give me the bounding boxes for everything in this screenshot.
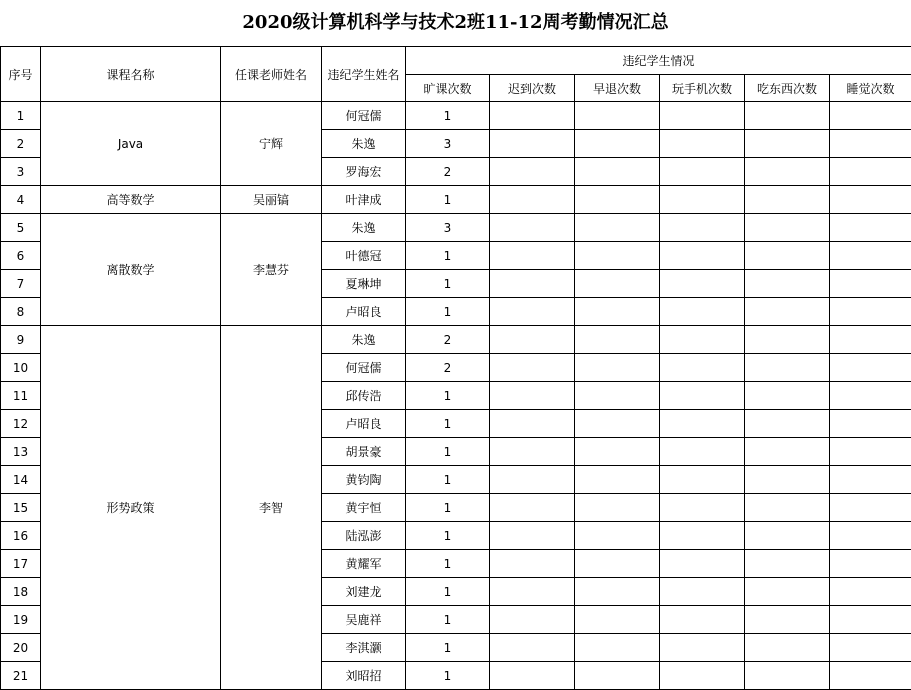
cell-absent[interactable]: 2 [406,354,490,382]
cell-early[interactable] [575,298,660,326]
cell-early[interactable] [575,354,660,382]
cell-sleep[interactable] [830,662,911,690]
cell-absent[interactable]: 1 [406,410,490,438]
cell-early[interactable] [575,382,660,410]
cell-late[interactable] [490,354,575,382]
cell-absent[interactable]: 1 [406,270,490,298]
cell-eat[interactable] [745,382,830,410]
cell-seq[interactable]: 13 [1,438,41,466]
header-late[interactable]: 迟到次数 [490,75,575,102]
cell-seq[interactable]: 8 [1,298,41,326]
cell-phone[interactable] [660,662,745,690]
cell-late[interactable] [490,606,575,634]
cell-late[interactable] [490,382,575,410]
attendance-table [0,46,911,690]
cell-phone[interactable] [660,354,745,382]
cell-student[interactable]: 何冠儒 [322,102,406,130]
cell-student[interactable]: 朱逸 [322,214,406,242]
cell-student[interactable]: 黄宇恒 [322,494,406,522]
table-row [1,102,911,130]
cell-eat[interactable] [745,270,830,298]
cell-sleep[interactable] [830,102,911,130]
cell-student[interactable]: 刘建龙 [322,578,406,606]
cell-sleep[interactable] [830,270,911,298]
cell-course[interactable]: 形势政策 [41,326,221,690]
cell-absent[interactable]: 1 [406,550,490,578]
cell-phone[interactable] [660,102,745,130]
cell-eat[interactable] [745,354,830,382]
cell-student[interactable]: 刘昭招 [322,662,406,690]
cell-early[interactable] [575,326,660,354]
cell-phone[interactable] [660,522,745,550]
cell-student[interactable]: 罗海宏 [322,158,406,186]
cell-student[interactable]: 卢昭良 [322,298,406,326]
header-early[interactable]: 早退次数 [575,75,660,102]
cell-absent[interactable]: 1 [406,662,490,690]
cell-eat[interactable] [745,410,830,438]
cell-seq[interactable]: 3 [1,158,41,186]
cell-sleep[interactable] [830,158,911,186]
cell-sleep[interactable] [830,578,911,606]
cell-early[interactable] [575,578,660,606]
cell-student[interactable]: 朱逸 [322,326,406,354]
cell-seq[interactable]: 20 [1,634,41,662]
cell-absent[interactable]: 1 [406,606,490,634]
cell-absent[interactable]: 3 [406,214,490,242]
cell-eat[interactable] [745,550,830,578]
cell-phone[interactable] [660,186,745,214]
cell-phone[interactable] [660,578,745,606]
cell-absent[interactable]: 1 [406,186,490,214]
cell-phone[interactable] [660,438,745,466]
cell-phone[interactable] [660,550,745,578]
cell-seq[interactable]: 15 [1,494,41,522]
cell-seq[interactable]: 18 [1,578,41,606]
header-seq[interactable]: 序号 [1,47,41,102]
cell-teacher[interactable]: 李智 [221,326,322,690]
cell-sleep[interactable] [830,494,911,522]
cell-late[interactable] [490,158,575,186]
cell-sleep[interactable] [830,522,911,550]
cell-early[interactable] [575,438,660,466]
cell-eat[interactable] [745,214,830,242]
cell-late[interactable] [490,634,575,662]
cell-student[interactable]: 吴鹿祥 [322,606,406,634]
cell-sleep[interactable] [830,298,911,326]
cell-early[interactable] [575,130,660,158]
cell-late[interactable] [490,410,575,438]
cell-eat[interactable] [745,522,830,550]
cell-absent[interactable]: 1 [406,466,490,494]
cell-seq[interactable]: 2 [1,130,41,158]
cell-student[interactable]: 夏琳坤 [322,270,406,298]
cell-early[interactable] [575,186,660,214]
cell-student[interactable]: 卢昭良 [322,410,406,438]
cell-sleep[interactable] [830,438,911,466]
cell-eat[interactable] [745,606,830,634]
cell-eat[interactable] [745,466,830,494]
cell-seq[interactable]: 7 [1,270,41,298]
cell-seq[interactable]: 1 [1,102,41,130]
cell-student[interactable]: 陆泓澎 [322,522,406,550]
cell-absent[interactable]: 1 [406,578,490,606]
cell-eat[interactable] [745,242,830,270]
cell-early[interactable] [575,550,660,578]
cell-student[interactable]: 叶德冠 [322,242,406,270]
cell-late[interactable] [490,438,575,466]
cell-student[interactable]: 叶津成 [322,186,406,214]
cell-eat[interactable] [745,130,830,158]
cell-late[interactable] [490,662,575,690]
cell-student[interactable]: 黄耀军 [322,550,406,578]
cell-phone[interactable] [660,242,745,270]
cell-sleep[interactable] [830,326,911,354]
cell-early[interactable] [575,270,660,298]
cell-early[interactable] [575,214,660,242]
cell-sleep[interactable] [830,634,911,662]
cell-teacher[interactable]: 宁辉 [221,102,322,186]
header-teacher[interactable]: 任课老师姓名 [221,47,322,102]
cell-seq[interactable]: 11 [1,382,41,410]
cell-seq[interactable]: 6 [1,242,41,270]
table-body [1,102,911,690]
cell-early[interactable] [575,634,660,662]
cell-student[interactable]: 李淇灏 [322,634,406,662]
cell-phone[interactable] [660,606,745,634]
cell-late[interactable] [490,242,575,270]
cell-eat[interactable] [745,186,830,214]
cell-seq[interactable]: 19 [1,606,41,634]
cell-early[interactable] [575,410,660,438]
cell-sleep[interactable] [830,242,911,270]
cell-sleep[interactable] [830,410,911,438]
cell-student[interactable]: 朱逸 [322,130,406,158]
cell-early[interactable] [575,494,660,522]
cell-eat[interactable] [745,438,830,466]
cell-absent[interactable]: 1 [406,522,490,550]
cell-seq[interactable]: 10 [1,354,41,382]
cell-absent[interactable]: 1 [406,298,490,326]
cell-eat[interactable] [745,158,830,186]
sheet-title: 2020级计算机科学与技术2班11-12周考勤情况汇总 [242,12,669,33]
cell-late[interactable] [490,466,575,494]
cell-absent[interactable]: 1 [406,438,490,466]
cell-phone[interactable] [660,298,745,326]
cell-seq[interactable]: 9 [1,326,41,354]
cell-student[interactable]: 邱传浩 [322,382,406,410]
cell-late[interactable] [490,130,575,158]
cell-course[interactable]: Java [41,102,221,186]
cell-phone[interactable] [660,494,745,522]
cell-teacher[interactable]: 吴丽镐 [221,186,322,214]
header-student[interactable]: 违纪学生姓名 [322,47,406,102]
cell-sleep[interactable] [830,186,911,214]
cell-student[interactable]: 胡景豪 [322,438,406,466]
cell-sleep[interactable] [830,606,911,634]
cell-late[interactable] [490,522,575,550]
cell-eat[interactable] [745,298,830,326]
cell-sleep[interactable] [830,550,911,578]
cell-absent[interactable]: 1 [406,494,490,522]
cell-phone[interactable] [660,326,745,354]
cell-phone[interactable] [660,270,745,298]
cell-absent[interactable]: 1 [406,634,490,662]
cell-eat[interactable] [745,662,830,690]
cell-late[interactable] [490,494,575,522]
cell-teacher[interactable]: 李慧芬 [221,214,322,326]
cell-phone[interactable] [660,634,745,662]
cell-late[interactable] [490,270,575,298]
cell-absent[interactable]: 3 [406,130,490,158]
cell-early[interactable] [575,242,660,270]
cell-late[interactable] [490,298,575,326]
cell-seq[interactable]: 17 [1,550,41,578]
header-phone[interactable]: 玩手机次数 [660,75,745,102]
cell-phone[interactable] [660,214,745,242]
cell-early[interactable] [575,606,660,634]
cell-sleep[interactable] [830,354,911,382]
header-absent[interactable]: 旷课次数 [406,75,490,102]
cell-early[interactable] [575,466,660,494]
cell-absent[interactable]: 2 [406,326,490,354]
cell-early[interactable] [575,102,660,130]
cell-absent[interactable]: 1 [406,102,490,130]
cell-absent[interactable]: 2 [406,158,490,186]
cell-seq[interactable]: 5 [1,214,41,242]
cell-early[interactable] [575,662,660,690]
cell-eat[interactable] [745,634,830,662]
cell-sleep[interactable] [830,214,911,242]
cell-late[interactable] [490,578,575,606]
cell-sleep[interactable] [830,382,911,410]
table-row [1,214,911,242]
header-violation-group[interactable]: 违纪学生情况 [406,47,911,75]
cell-phone[interactable] [660,382,745,410]
cell-absent[interactable]: 1 [406,242,490,270]
cell-absent[interactable]: 1 [406,382,490,410]
cell-late[interactable] [490,214,575,242]
cell-seq[interactable]: 21 [1,662,41,690]
cell-seq[interactable]: 16 [1,522,41,550]
header-course[interactable]: 课程名称 [41,47,221,102]
cell-student[interactable]: 黄钧陶 [322,466,406,494]
table-row [1,186,911,214]
cell-early[interactable] [575,522,660,550]
cell-late[interactable] [490,326,575,354]
cell-late[interactable] [490,186,575,214]
cell-eat[interactable] [745,578,830,606]
cell-late[interactable] [490,102,575,130]
cell-seq[interactable]: 4 [1,186,41,214]
cell-phone[interactable] [660,130,745,158]
cell-sleep[interactable] [830,130,911,158]
cell-phone[interactable] [660,158,745,186]
cell-course[interactable]: 高等数学 [41,186,221,214]
cell-phone[interactable] [660,410,745,438]
header-sleep[interactable]: 睡觉次数 [830,75,911,102]
cell-course[interactable]: 离散数学 [41,214,221,326]
cell-seq[interactable]: 12 [1,410,41,438]
cell-late[interactable] [490,550,575,578]
cell-eat[interactable] [745,102,830,130]
cell-eat[interactable] [745,494,830,522]
cell-sleep[interactable] [830,466,911,494]
header-eat[interactable]: 吃东西次数 [745,75,830,102]
cell-student[interactable]: 何冠儒 [322,354,406,382]
cell-seq[interactable]: 14 [1,466,41,494]
table-row [1,326,911,354]
cell-early[interactable] [575,158,660,186]
cell-phone[interactable] [660,466,745,494]
cell-eat[interactable] [745,326,830,354]
